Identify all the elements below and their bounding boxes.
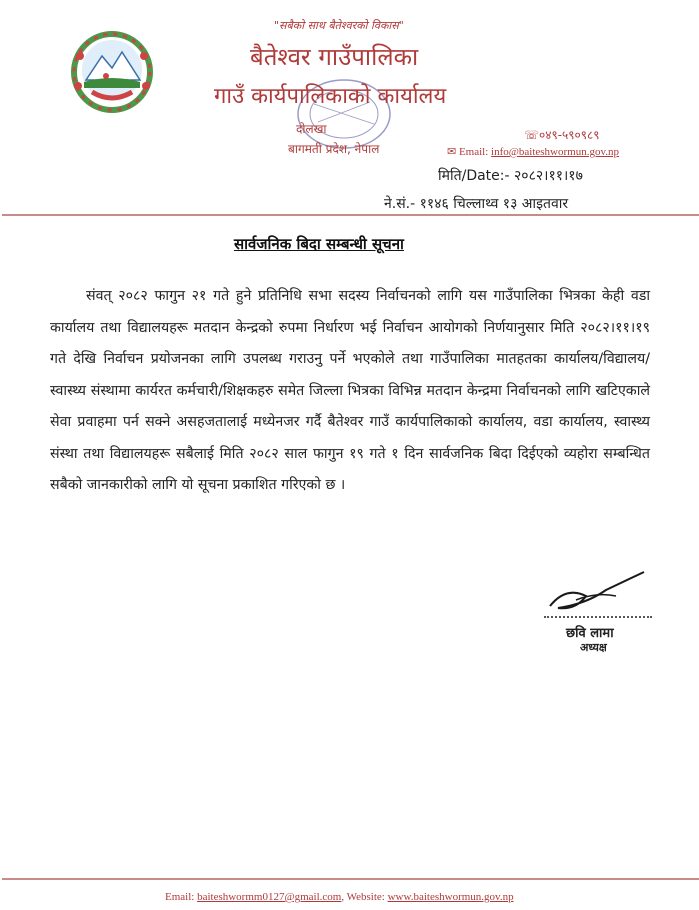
date-line	[438, 166, 583, 185]
signatory-title: अध्यक्ष	[580, 641, 607, 654]
header-email-label: ✉ Email:	[447, 146, 489, 158]
footer-divider	[2, 878, 699, 880]
notice-title: सार्वजनिक बिदा सम्बन्धी सूचना	[234, 235, 404, 253]
date-label: मिति/Date:-	[438, 168, 510, 184]
nepal-sambat-line	[384, 194, 568, 213]
footer: Email: baiteshwormm0127@gmail.com, Website: www.baiteshwormun.gov.np	[165, 891, 514, 903]
municipality-name: बैतेश्वर गाउँपालिका	[250, 43, 419, 71]
ns-value: ११४६ चिल्लाथ्व १३ आइतवार	[419, 196, 569, 212]
notice-body: संवत् २०८२ फागुन २१ गते हुने प्रतिनिधि सभा सदस्य निर्वाचनको लागि यस गाउँपालिका भित्रका केही वडा कार्यालय तथा विद्यालयहरू मतदान केन्द्रको रुपमा निर्धारण भई निर्वाचन आयोगको निर्णयानुसार मिति २०८२।११।१९ गते देखि निर्वाचन प्रयोजनका लागि उपलब्ध गराउनु पर्ने भएकोले तथा गाउँपालिका मातहतका कार्यालय/विद्यालय/स्वास्थ्य संस्थामा कार्यरत कर्मचारी/शिक्षकहरु समेत जिल्ला भित्रका विभिन्न मतदान केन्द्रमा निर्वाचनको लागि खटिएकाले सेवा प्रवाहमा पर्न सक्ने असहजतालाई मध्येनजर गर्दै बैतेश्वर गाउँ कार्यपालिकाको कार्यालय, वडा कार्यालय, स्वास्थ्य संस्था तथा विद्यालयहरू सबैलाई मिति २०८२ साल फागुन १९ गते १ दिन सार्वजनिक बिदा दिईएको व्यहोरा सम्बन्धित सबैको जानकारीको लागि यो सूचना प्रकाशित गरिएको छ ।	[50, 288, 650, 493]
phone-number: ☏०४९-५९०९८९	[524, 128, 600, 142]
nepal-emblem-icon	[62, 30, 162, 114]
signature-line	[544, 616, 652, 618]
ns-label: ने.सं.-	[384, 196, 416, 212]
header-email-link[interactable]: info@baiteshwormun.gov.np	[491, 146, 620, 158]
office-name: गाउँ कार्यपालिकाको कार्यालय	[214, 84, 447, 109]
handwritten-signature-icon	[546, 566, 650, 616]
footer-website-link[interactable]: www.baiteshwormun.gov.np	[387, 891, 514, 903]
header-email	[447, 145, 619, 158]
footer-email-link[interactable]: baiteshwormm0127@gmail.com	[197, 891, 342, 903]
footer-email-label: Email:	[165, 891, 195, 903]
slogan: "सबैको साथ बैतेश्वरको विकास"	[274, 19, 404, 32]
date-value: २०८२।११।१७	[514, 168, 583, 184]
province: बागमती प्रदेश, नेपाल	[288, 142, 380, 156]
district: दोलखा	[296, 122, 327, 136]
signatory-name: छवि लामा	[566, 626, 614, 641]
header-divider	[2, 214, 699, 216]
footer-website-label: Website:	[346, 891, 385, 903]
